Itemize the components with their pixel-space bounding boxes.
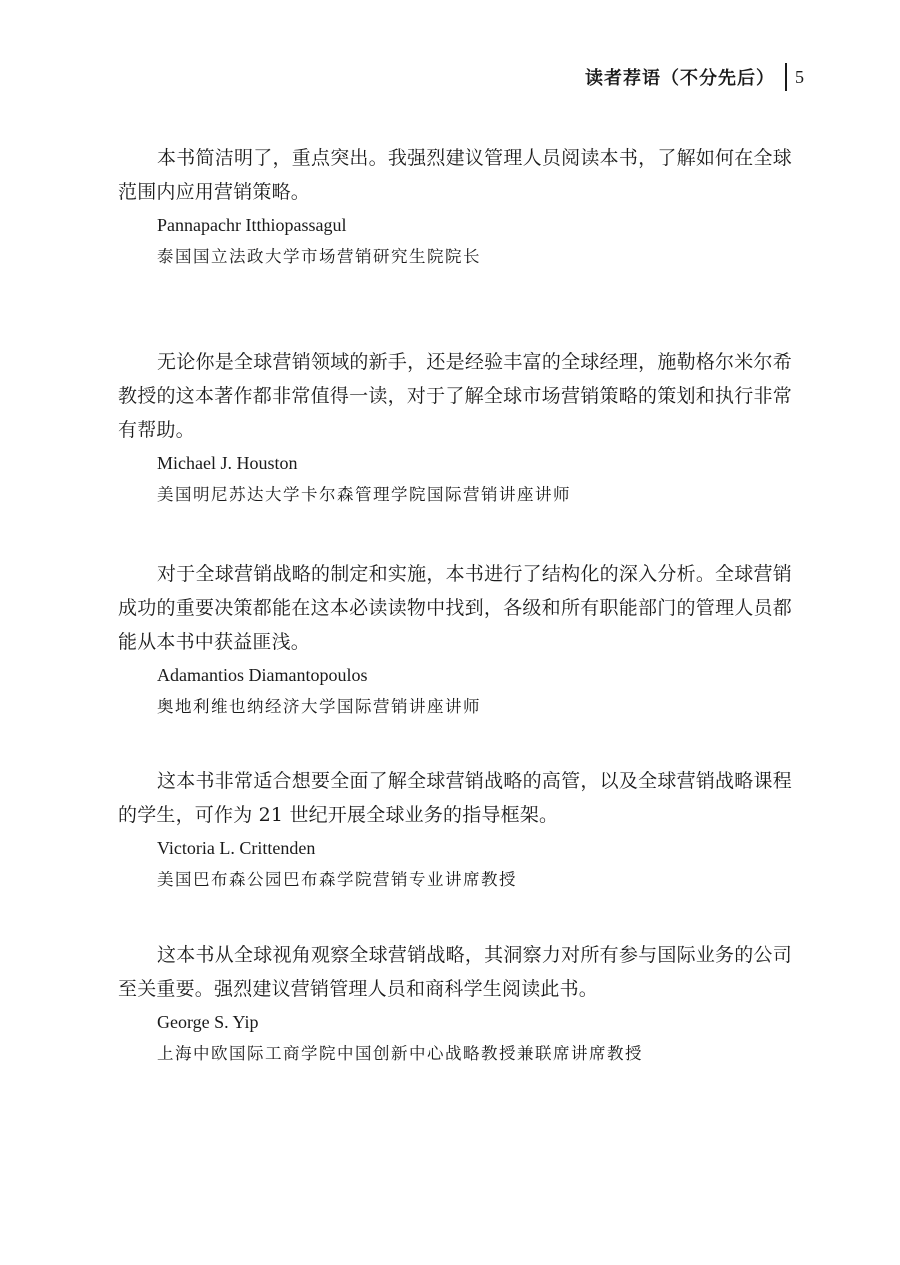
running-header-title: 读者荐语（不分先后）: [585, 68, 775, 89]
testimonial-5: [118, 938, 792, 1067]
page-number: 5: [795, 66, 804, 87]
testimonial-quote: 无论你是全球营销领域的新手，还是经验丰富的全球经理，施勒格尔米尔希教授的这本著作都非常值得一读，对于了解全球市场营销策略的策划和执行非常有帮助。: [118, 351, 792, 441]
testimonial-quote: 本书简洁明了，重点突出。我强烈建议管理人员阅读本书，了解如何在全球范围内应用营销策略。: [118, 147, 792, 203]
testimonial-affiliation: 美国巴布森公园巴布森学院营销专业讲席教授: [157, 870, 517, 889]
testimonial-affiliation: 泰国国立法政大学市场营销研究生院院长: [157, 247, 481, 266]
running-header: [585, 64, 804, 90]
testimonial-author: Michael J. Houston: [157, 453, 298, 473]
testimonial-affiliation: 奥地利维也纳经济大学国际营销讲座讲师: [157, 697, 481, 716]
testimonial-quote: 对于全球营销战略的制定和实施，本书进行了结构化的深入分析。全球营销成功的重要决策都能在这本必读读物中找到，各级和所有职能部门的管理人员都能从本书中获益匪浅。: [118, 563, 792, 653]
testimonial-author: Adamantios Diamantopoulos: [157, 665, 368, 685]
testimonial-author: Victoria L. Crittenden: [157, 838, 316, 858]
testimonial-2: [118, 345, 792, 508]
testimonial-affiliation: 上海中欧国际工商学院中国创新中心战略教授兼联席讲席教授: [157, 1044, 643, 1063]
testimonial-quote: 这本书非常适合想要全面了解全球营销战略的高管，以及全球营销战略课程的学生，可作为 21 世纪开展全球业务的指导框架。: [118, 770, 792, 826]
testimonial-4: [118, 764, 792, 893]
testimonial-author: Pannapachr Itthiopassagul: [157, 215, 347, 235]
testimonial-quote: 这本书从全球视角观察全球营销战略，其洞察力对所有参与国际业务的公司至关重要。强烈建议营销管理人员和商科学生阅读此书。: [118, 944, 792, 1000]
testimonial-author: George S. Yip: [157, 1012, 259, 1032]
header-divider: [785, 63, 787, 91]
testimonial-3: [118, 557, 792, 720]
testimonial-affiliation: 美国明尼苏达大学卡尔森管理学院国际营销讲座讲师: [157, 485, 571, 504]
testimonial-1: [118, 141, 792, 270]
